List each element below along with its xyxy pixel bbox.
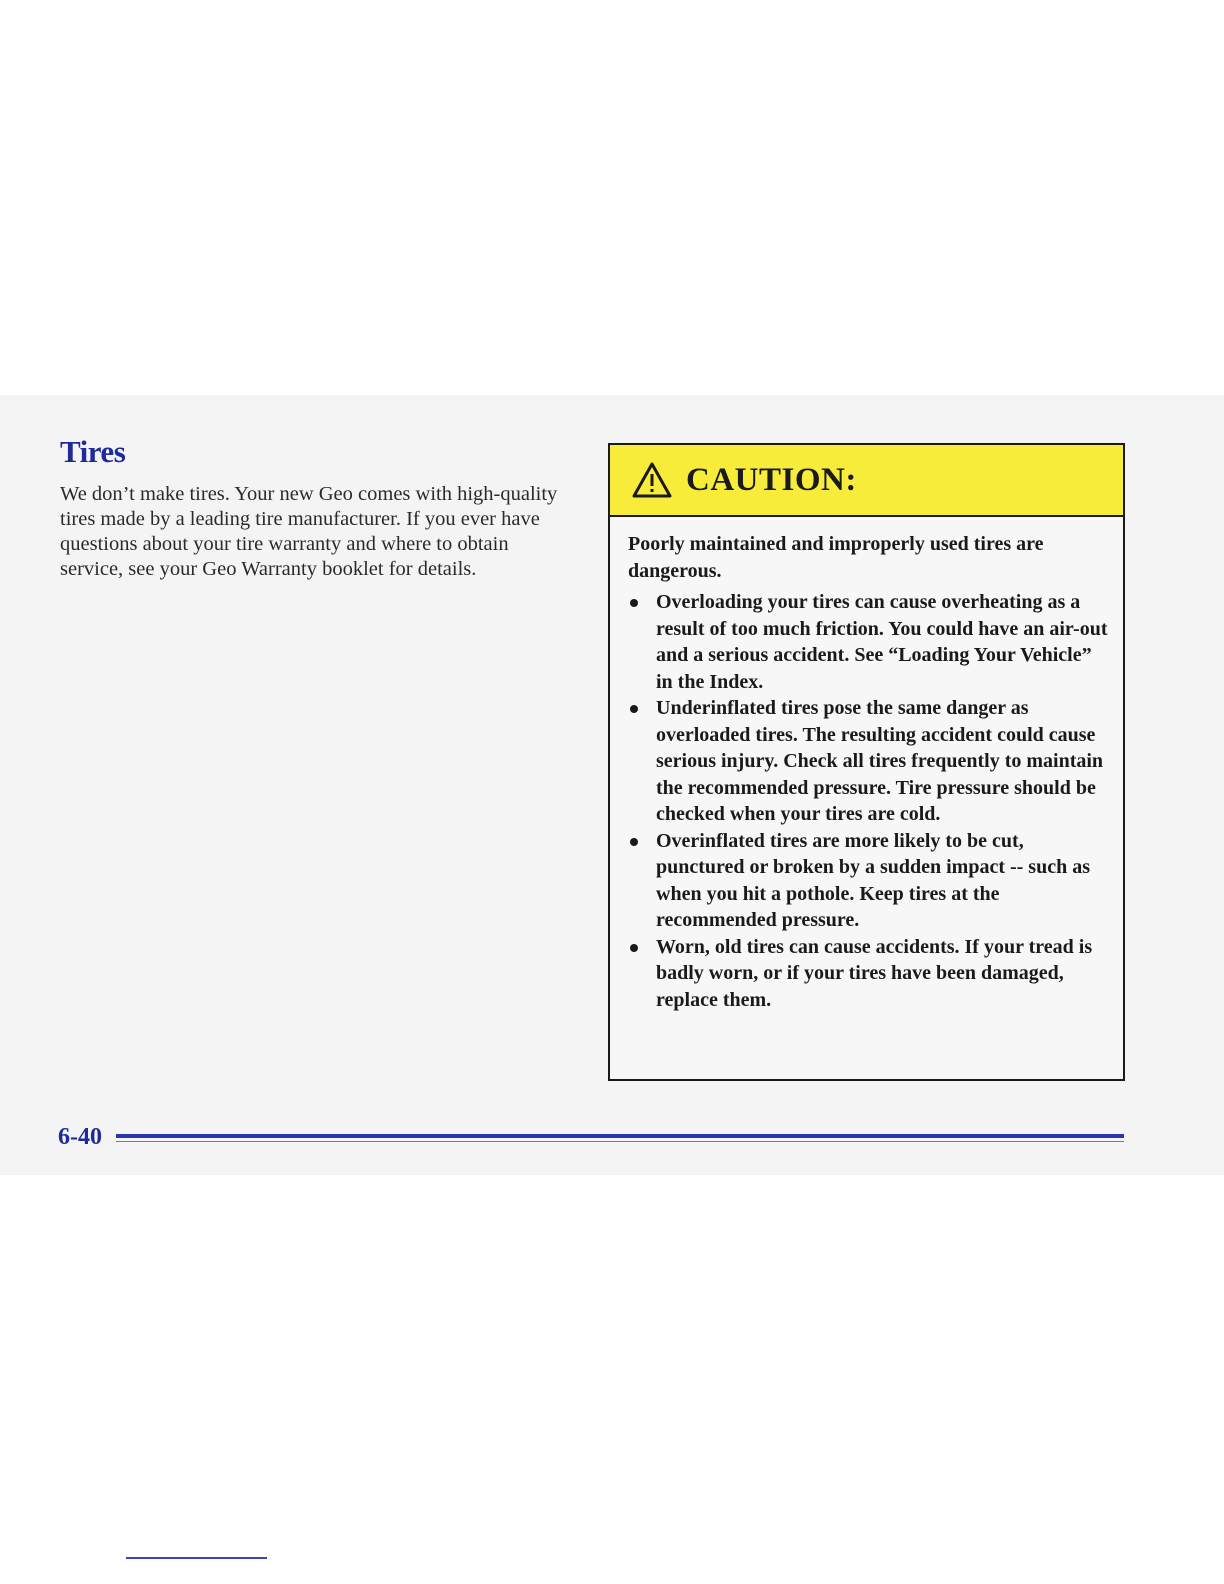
- caution-bullet-list: [628, 589, 1109, 1013]
- caution-bullet: [628, 695, 1109, 828]
- section-title: Tires: [60, 434, 126, 469]
- warning-triangle-icon: [632, 462, 672, 498]
- bullet-dot-icon: [630, 705, 638, 713]
- bullet-dot-icon: [630, 599, 638, 607]
- footer-rule-thin: [116, 1141, 1124, 1142]
- footer-rule: [116, 1134, 1124, 1138]
- caution-bullet-text: Worn, old tires can cause accidents. If your tread is badly worn, or if your tires have been damaged, replace them.: [656, 935, 1093, 1011]
- caution-bullet: [628, 828, 1109, 934]
- caution-lead: Poorly maintained and improperly used tires are dangerous.: [628, 533, 1044, 582]
- bullet-dot-icon: [630, 944, 638, 952]
- caution-header: [610, 445, 1123, 517]
- caution-title: CAUTION:: [686, 461, 857, 498]
- bottom-underline: [126, 1557, 267, 1559]
- caution-bullet: [628, 589, 1109, 695]
- caution-bullet: [628, 934, 1109, 1014]
- page-number: 6-40: [58, 1124, 102, 1150]
- caution-box: [608, 443, 1125, 1081]
- caution-body: [610, 517, 1123, 1013]
- caution-bullet-text: Overloading your tires can cause overheating as a result of too much friction. You could have an air-out and a serious accident. See “Loading Your Vehicle” in the Index.: [656, 591, 1108, 693]
- caution-bullet-text: Underinflated tires pose the same danger as overloaded tires. The resulting accident could cause serious injury. Check all tires frequently to maintain the recommended pressure. Tire pressure should be checked when your tires are cold.: [656, 697, 1104, 825]
- intro-paragraph: We don’t make tires. Your new Geo comes with high-quality tires made by a leading tire manufacturer. If you ever have questions about your tire warranty and where to obtain service, see your Geo Warranty booklet for details.: [60, 483, 558, 580]
- caution-bullet-text: Overinflated tires are more likely to be cut, punctured or broken by a sudden impact -- such as when you hit a pothole. Keep tires at the recommended pressure.: [656, 829, 1090, 931]
- bullet-dot-icon: [630, 838, 638, 846]
